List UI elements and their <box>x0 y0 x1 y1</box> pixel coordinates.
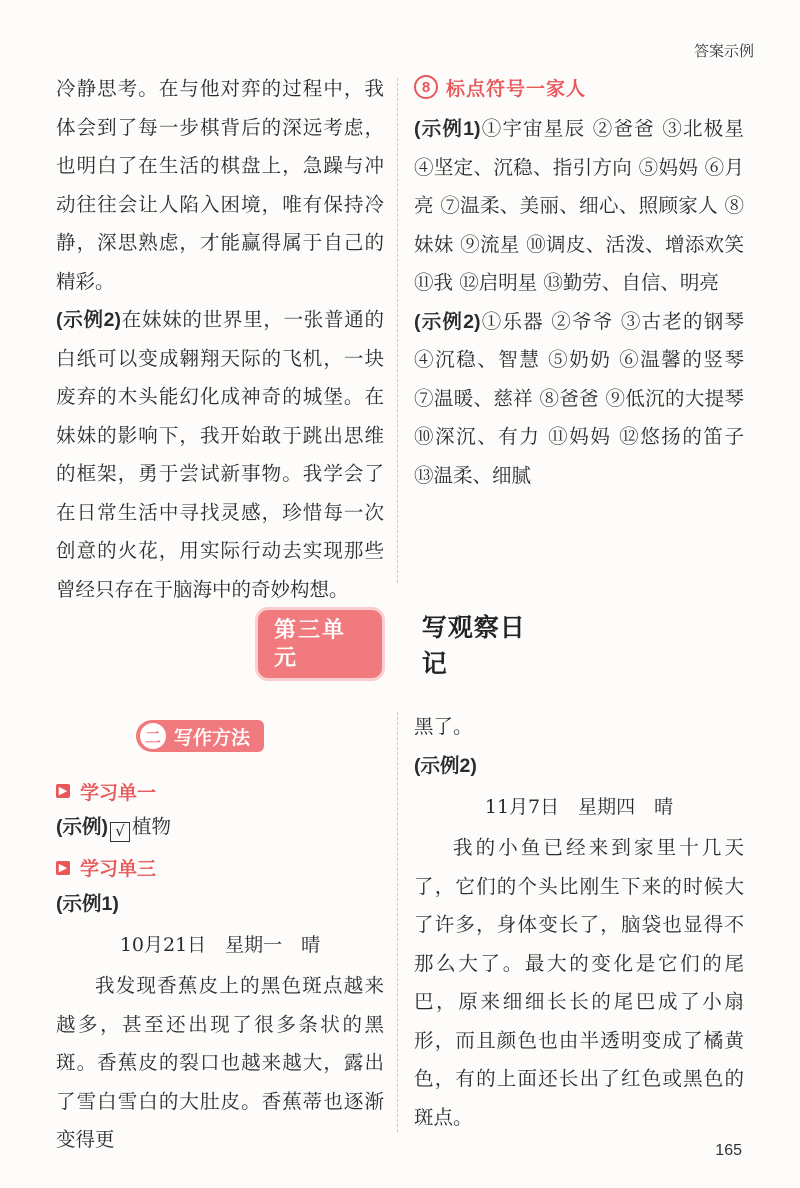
diary2-example-label-line <box>414 747 744 786</box>
diary2-date: 11月7日 星期四 晴 <box>484 796 674 818</box>
section-heading <box>414 70 744 104</box>
study-sheet-3-heading <box>56 851 384 885</box>
diary2-example-label: (示例2) <box>414 754 477 777</box>
section-title: 标点符号一家人 <box>446 78 587 100</box>
arrow-right-icon: ▶ <box>56 784 70 798</box>
diary2-text: 我的小鱼已经来到家里十几天了，它们的个头比刚生下来的时候大了许多，身体变长了，脑袋也显得不那么大了。最大的变化是它们的尾巴，原来细细长长的尾巴成了小扇形，而且颜色也由半透明变成了橘黄色，有的上面还长出了红色或黑色的斑点。 <box>414 836 744 1129</box>
unit-title: 写观察日记 <box>421 614 526 678</box>
method-title: 写作方法 <box>174 727 251 749</box>
header-label: 答案示例 <box>693 43 754 60</box>
study1-answer-text: 植物 <box>132 815 172 838</box>
continued-paragraph: 冷静思考。在与他对弈的过程中，我体会到了每一步棋背后的深远考虑，也明白了在生活的棋盘上，急躁与冲动往往会让人陷入困境，唯有保持冷静，深思熟虑，才能赢得属于自己的精彩。 <box>56 77 384 293</box>
checked-box-icon: √ <box>110 822 130 842</box>
study-sheet-3-title: 学习单三 <box>80 859 157 880</box>
column-divider-top <box>397 78 398 583</box>
top-right-column <box>414 70 744 495</box>
arrow-right-icon: ▶ <box>56 861 70 875</box>
punct-example2-label: (示例2) <box>414 310 481 333</box>
diary1-continued: 黑了。 <box>414 715 473 738</box>
punct-example1 <box>414 110 744 303</box>
study-sheet-1-answer <box>56 808 384 847</box>
page-number: 165 <box>715 1142 742 1159</box>
unit-banner <box>258 614 546 678</box>
punct-example2 <box>414 303 744 496</box>
example2-text: 在妹妹的世界里，一张普通的白纸可以变成翱翔天际的飞机，一块废弃的木头能幻化成神奇的城堡。在妹妹的影响下，我开始敢于跳出思维的框架，勇于尝试新事物。我学会了在日常生活中寻找灵感，珍惜每一次创意的火花，用实际行动去实现那些曾经只存在于脑海中的奇妙构想。 <box>56 308 384 601</box>
section-number-badge: 8 <box>414 75 438 99</box>
column-divider-bottom <box>397 712 398 1132</box>
top-left-column <box>56 70 384 609</box>
writing-method-tag <box>136 720 264 752</box>
punct-example1-label: (示例1) <box>414 118 481 140</box>
study1-example-label: (示例) <box>56 816 108 838</box>
diary1-text: 我发现香蕉皮上的黑色斑点越来越多，甚至还出现了很多条状的黑斑。香蕉皮的裂口也越来越大，露出了雪白雪白的大肚皮。香蕉蒂也逐渐变得更 <box>56 974 384 1151</box>
study-sheet-1-heading <box>56 774 384 808</box>
example2-label: (示例2) <box>56 309 122 331</box>
diary1-example-label: (示例1) <box>56 892 119 915</box>
study-sheet-1-title: 学习单一 <box>80 782 157 804</box>
bottom-right-column <box>414 708 744 1137</box>
unit-label: 第三单元 <box>258 610 382 678</box>
punct-example2-text: ①乐器 ②爷爷 ③古老的钢琴 ④沉稳、智慧 ⑤奶奶 ⑥温馨的竖琴 ⑦温暖、慈祥 ⑧爸爸 ⑨低沉的大提琴 ⑩深沉、有力 ⑪妈妈 ⑫悠扬的笛子 ⑬温柔、细腻 <box>414 309 744 487</box>
method-number-badge: 二 <box>140 723 166 749</box>
bottom-left-column <box>56 712 384 1160</box>
punct-example1-text: ①宇宙星辰 ②爸爸 ③北极星 ④坚定、沉稳、指引方向 ⑤妈妈 ⑥月亮 ⑦温柔、美丽、细心、照顾家人 ⑧妹妹 ⑨流星 ⑩调皮、活泼、增添欢笑 ⑪我 ⑫启明星 ⑬勤劳、自信、明亮 <box>414 117 744 294</box>
diary1-date: 10月21日 星期一 晴 <box>119 934 321 956</box>
diary1-example-label-line <box>56 885 384 924</box>
example2-paragraph <box>56 301 384 609</box>
